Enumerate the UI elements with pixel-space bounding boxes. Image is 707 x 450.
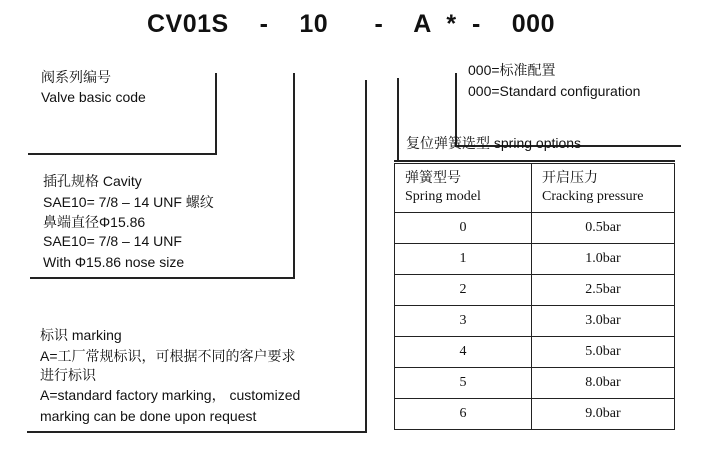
config-zh: 000=标准配置: [468, 62, 556, 78]
table-row: [395, 244, 675, 275]
spring-model-cell: 6: [395, 399, 532, 430]
header-zh: 弹簧型号: [405, 171, 461, 186]
basic-code-zh: 阀系列编号: [41, 69, 111, 85]
spring-model-cell: 5: [395, 368, 532, 399]
marking-line: A=standard factory marking， customized: [40, 387, 301, 403]
table-row: [395, 213, 675, 244]
spring-model-cell: 1: [395, 244, 532, 275]
leader-marking-v: [365, 80, 367, 432]
spring-options-table: [394, 163, 675, 430]
header-cracking-pressure: [532, 164, 675, 213]
table-row: [395, 399, 675, 430]
code-marking: A: [413, 10, 431, 38]
pressure-cell: 3.0bar: [532, 306, 675, 337]
spring-model-cell: 0: [395, 213, 532, 244]
pressure-cell: 8.0bar: [532, 368, 675, 399]
model-code-title: CV01S - 10 - A * - 000: [147, 10, 555, 38]
header-zh: 开启压力: [542, 171, 598, 186]
pressure-cell: 5.0bar: [532, 337, 675, 368]
spring-options-heading: 复位弹簧选型 spring options: [406, 135, 582, 151]
leader-spring-h: [394, 160, 675, 162]
table-row: [395, 368, 675, 399]
config-en: 000=Standard configuration: [468, 83, 641, 99]
leader-cavity-v: [293, 73, 295, 277]
header-spring-model: [395, 164, 532, 213]
table-row: [395, 306, 675, 337]
spring-model-cell: 2: [395, 275, 532, 306]
pressure-cell: 2.5bar: [532, 275, 675, 306]
table-header-row: [395, 164, 675, 213]
cavity-line: 插孔规格 Cavity: [43, 173, 142, 189]
code-config: 000: [511, 10, 555, 38]
cavity-line: SAE10= 7/8 – 14 UNF 螺纹: [43, 194, 214, 210]
marking-line: 标识 marking: [40, 327, 122, 343]
header-en: Cracking pressure: [542, 189, 644, 204]
marking-line: A=工厂常规标识，可根据不同的客户要求: [40, 348, 296, 364]
pressure-cell: 1.0bar: [532, 244, 675, 275]
cavity-line: SAE10= 7/8 – 14 UNF: [43, 233, 182, 249]
leader-basic-h: [28, 153, 217, 155]
marking-line: marking can be done upon request: [40, 408, 257, 424]
code-basic: CV01S: [147, 10, 229, 38]
leader-marking-h: [27, 431, 367, 433]
cavity-line: 鼻端直径Φ15.86: [43, 214, 146, 230]
pressure-cell: 0.5bar: [532, 213, 675, 244]
marking-line: 进行标识: [40, 367, 96, 383]
basic-code-en: Valve basic code: [41, 89, 146, 105]
leader-basic-v: [215, 73, 217, 154]
spring-model-cell: 3: [395, 306, 532, 337]
spring-model-cell: 4: [395, 337, 532, 368]
table-row: [395, 337, 675, 368]
code-spring: *: [446, 10, 457, 38]
code-size: 10: [299, 10, 329, 38]
table-row: [395, 275, 675, 306]
leader-spring-v: [397, 78, 399, 161]
leader-cavity-h: [30, 277, 295, 279]
cavity-line: With Φ15.86 nose size: [43, 254, 185, 270]
header-en: Spring model: [405, 189, 481, 204]
pressure-cell: 9.0bar: [532, 399, 675, 430]
